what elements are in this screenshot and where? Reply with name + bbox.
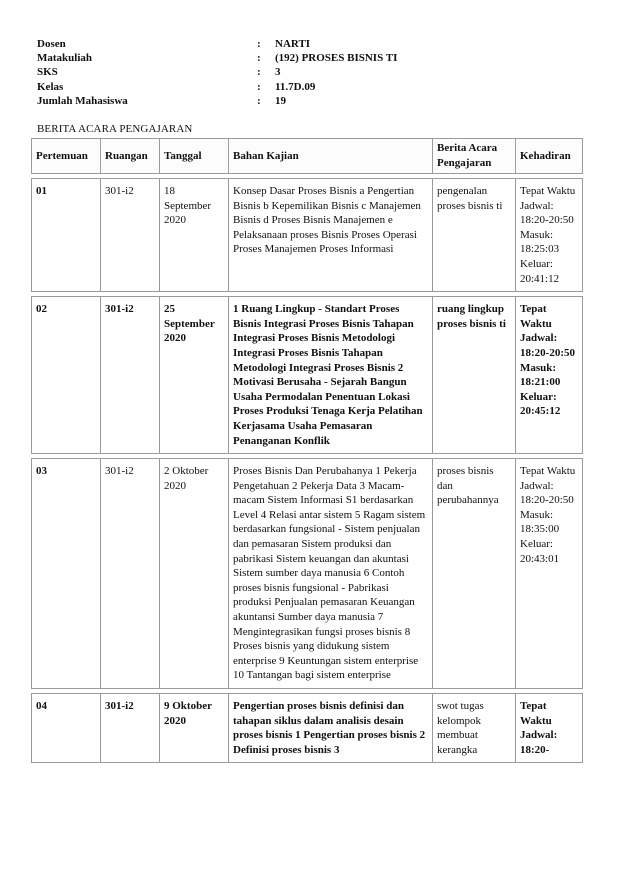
info-separator: : [257, 94, 261, 107]
col-header-ruangan: Ruangan [101, 139, 160, 174]
kehadiran-keluar: Keluar: 20:45:12 [520, 390, 561, 418]
cell-tanggal: 9 Oktober 2020 [160, 694, 229, 763]
cell-ruangan: 301-i2 [101, 179, 160, 292]
cell-bahan-kajian: Konsep Dasar Proses Bisnis a Pengertian Bisnis b Kepemilikan Bisnis c Manajemen Bisnis d Proses Bisnis Manajemen e Pelaksanaan proses Bisnis Proses Operasi Proses Manajemen Proses Informasi [229, 179, 433, 292]
cell-berita-acara: swot tugas kelompok membuat kerangka [433, 694, 516, 763]
kehadiran-jadwal: Jadwal: 18:20-20:50 [520, 199, 574, 227]
cell-ruangan: 301-i2 [101, 459, 160, 689]
table-row [32, 179, 583, 292]
cell-pertemuan: 04 [32, 694, 101, 763]
cell-kehadiran [516, 179, 583, 292]
info-row-dosen [37, 37, 577, 51]
kehadiran-masuk: Masuk: 18:35:00 [520, 508, 560, 536]
col-header-tanggal: Tanggal [160, 139, 229, 174]
col-header-kehadiran: Kehadiran [516, 139, 583, 174]
info-row-jumlah-mahasiswa [37, 94, 577, 108]
table-row [32, 459, 583, 689]
cell-berita-acara: ruang lingkup proses bisnis ti [433, 297, 516, 454]
cell-berita-acara: proses bisnis dan perubahannya [433, 459, 516, 689]
info-label: SKS [37, 66, 58, 79]
cell-pertemuan: 02 [32, 297, 101, 454]
info-row-sks [37, 65, 577, 79]
cell-ruangan: 301-i2 [101, 694, 160, 763]
table-row [32, 694, 583, 763]
info-value: 3 [275, 66, 281, 79]
info-label: Jumlah Mahasiswa [37, 94, 128, 107]
kehadiran-jadwal: Jadwal: 18:20-20:50 [520, 332, 575, 359]
cell-tanggal: 2 Oktober 2020 [160, 459, 229, 689]
cell-kehadiran [516, 459, 583, 689]
cell-pertemuan: 01 [32, 179, 101, 292]
info-separator: : [257, 80, 261, 93]
section-title: BERITA ACARA PENGAJARAN [37, 123, 193, 135]
info-value: NARTI [275, 38, 311, 50]
col-header-pertemuan: Pertemuan [32, 139, 101, 174]
page-bottom-margin [0, 836, 620, 877]
kehadiran-jadwal: Jadwal: 18:20-20:50 [520, 479, 574, 507]
cell-bahan-kajian: Proses Bisnis Dan Perubahanya 1 Pekerja Pengetahuan 2 Pekerja Data 3 Macam-macam Sistem Informasi S1 berdasarkan Level 4 Relasi antar sistem 5 Ragam sistem berdasarkan fungsional - Sistem penjualan dan pemasaran Sistem produksi dan pabrikasi Sistem keuangan dan akuntasi Sistem sumber daya manusia 6 Contoh proses bisnis fungsional - Pabrikasi produksi Penjualan pemasaran Keuangan akuntansi Sumber daya manusia 7 Mengintegrasikan fungsi proses bisnis 8 Proses bisnis yang didukung sistem enterprise 9 Keuntungan sistem enterprise 10 Tantangan bagi sistem enterprise [229, 459, 433, 689]
info-label: Kelas [37, 80, 64, 93]
info-label: Dosen [37, 38, 66, 50]
kehadiran-keluar: Keluar: 20:41:12 [520, 257, 560, 285]
info-separator: : [257, 66, 261, 79]
kehadiran-status: Tepat Waktu [520, 700, 552, 727]
info-row-kelas [37, 80, 577, 94]
cell-berita-acara: pengenalan proses bisnis ti [433, 179, 516, 292]
info-value: (192) PROSES BISNIS TI [275, 52, 398, 65]
cell-bahan-kajian: 1 Ruang Lingkup - Standart Proses Bisnis Integrasi Proses Bisnis Tahapan Integrasi Proses Bisnis Metodologi Integrasi Proses Bisnis Tahapan Metodologi Integrasi Proses Bisnis 2 Motivasi Berusaha - Sejarah Bangun Usaha Permodalan Penentuan Lokasi Proses Produksi Tenaga Kerja Pelatihan Kerjasama Usaha Pemasaran Penanganan Konflik [229, 297, 433, 454]
col-header-berita-acara: Berita Acara Pengajaran [433, 139, 516, 174]
cell-tanggal: 25 September 2020 [160, 297, 229, 454]
kehadiran-keluar: Keluar: 20:43:01 [520, 538, 560, 565]
course-info [37, 37, 577, 108]
kehadiran-masuk: Masuk: 18:21:00 [520, 361, 561, 389]
cell-tanggal: 18 September 2020 [160, 179, 229, 292]
info-value: 19 [275, 94, 286, 107]
kehadiran-masuk: Masuk: 18:25:03 [520, 228, 560, 256]
info-separator: : [257, 52, 261, 65]
kehadiran-status: Tepat Waktu [520, 303, 552, 330]
cell-kehadiran [516, 694, 583, 763]
info-separator: : [257, 38, 261, 50]
info-label: Matakuliah [37, 52, 93, 65]
table-header-row [32, 139, 583, 174]
kehadiran-jadwal: Jadwal: 18:20- [520, 729, 558, 756]
table-row [32, 297, 583, 454]
cell-bahan-kajian: Pengertian proses bisnis definisi dan tahapan siklus dalam analisis desain proses bisnis 1 Pengertian proses bisnis 2 Definisi proses bisnis 3 [229, 694, 433, 763]
cell-ruangan: 301-i2 [101, 297, 160, 454]
cell-kehadiran [516, 297, 583, 454]
col-header-bahan-kajian: Bahan Kajian [229, 139, 433, 174]
kehadiran-status: Tepat Waktu [520, 185, 576, 197]
info-value: 11.7D.09 [275, 80, 316, 93]
info-row-matakuliah [37, 51, 577, 65]
kehadiran-status: Tepat Waktu [520, 465, 576, 478]
cell-pertemuan: 03 [32, 459, 101, 689]
teaching-log-table [31, 138, 583, 763]
